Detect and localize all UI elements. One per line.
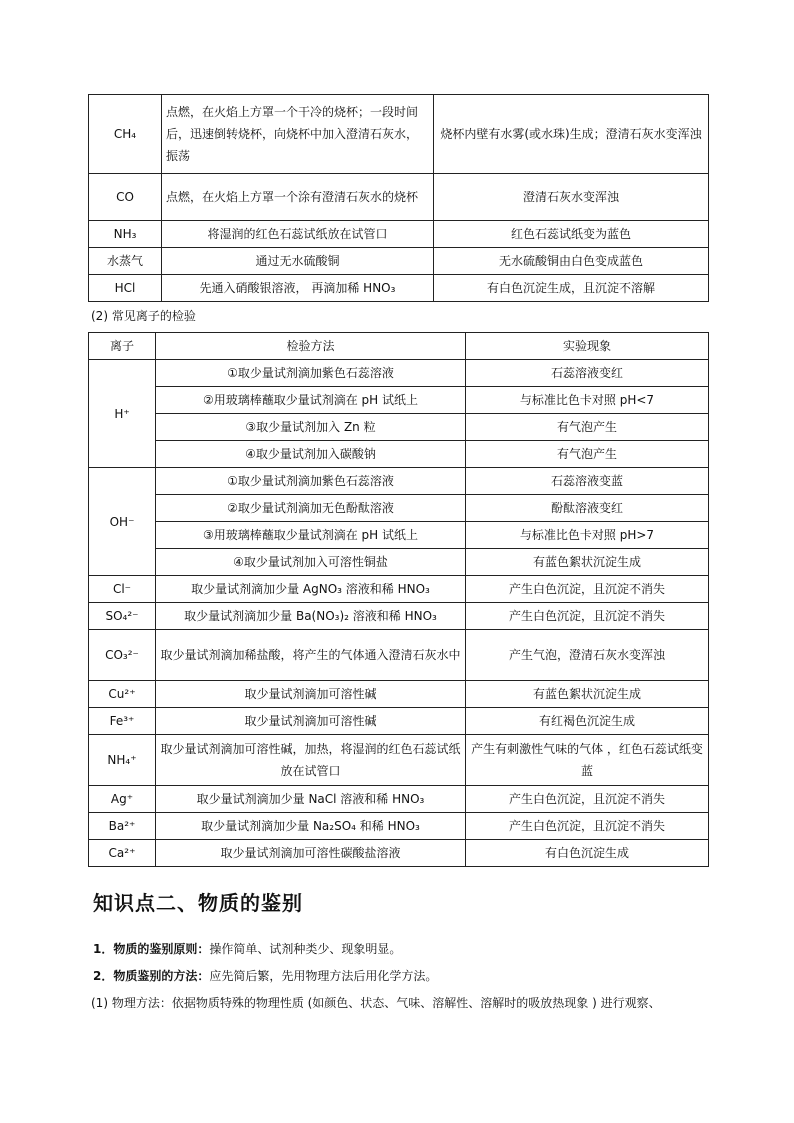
ion-phenomenon: 产生白色沉淀，且沉淀不消失 [466, 603, 709, 630]
table-row [89, 495, 709, 522]
section-title: 知识点二、物质的鉴别 [93, 891, 303, 915]
gas-phenomenon: 红色石蕊试纸变为蓝色 [434, 221, 709, 248]
ion-name: SO₄²⁻ [89, 603, 156, 630]
gas-method: 点燃，在火焰上方罩一个涂有澄清石灰水的烧杯 [162, 174, 434, 221]
table-row [89, 708, 709, 735]
ion-phenomenon: 产生白色沉淀，且沉淀不消失 [466, 786, 709, 813]
gas-phenomenon: 无水硫酸铜由白色变成蓝色 [434, 248, 709, 275]
table-row [89, 360, 709, 387]
gas-phenomenon: 烧杯内壁有水雾(或水珠)生成；澄清石灰水变浑浊 [434, 95, 709, 174]
table-row [89, 221, 709, 248]
ion-method: 取少量试剂滴加少量 Na₂SO₄ 和稀 HNO₃ [156, 813, 466, 840]
ion-method: 取少量试剂滴加可溶性碱 [156, 681, 466, 708]
ion-phenomenon: 与标准比色卡对照 pH<7 [466, 387, 709, 414]
ion-phenomenon: 产生有刺激性气味的气体 ，红色石蕊试纸变蓝 [466, 735, 709, 786]
ion-name: CO₃²⁻ [89, 630, 156, 681]
ion-method: 取少量试剂滴加可溶性碱，加热，将湿润的红色石蕊试纸放在试管口 [156, 735, 466, 786]
point-2 [93, 967, 437, 984]
table-row [89, 549, 709, 576]
ion-name: Ca²⁺ [89, 840, 156, 867]
point-2-text: 应先简后繁，先用物理方法后用化学方法。 [209, 969, 438, 983]
gas-name: CO [89, 174, 162, 221]
point-3: (1) 物理方法：依据物质特殊的物理性质 (如颜色、状态、气味、溶解性、溶解时的吸放热现象 ) 进行观察、 [91, 996, 661, 1010]
table-row [89, 248, 709, 275]
ion-phenomenon: 产生白色沉淀，且沉淀不消失 [466, 813, 709, 840]
ion-phenomenon: 有气泡产生 [466, 441, 709, 468]
gas-method: 将湿润的红色石蕊试纸放在试管口 [162, 221, 434, 248]
ion-method: ①取少量试剂滴加紫色石蕊溶液 [156, 360, 466, 387]
ion-method: ②用玻璃棒蘸取少量试剂滴在 pH 试纸上 [156, 387, 466, 414]
header-ion: 离子 [89, 333, 156, 360]
ion-phenomenon: 与标准比色卡对照 pH>7 [466, 522, 709, 549]
table-header-row [89, 333, 709, 360]
ion-phenomenon: 有蓝色絮状沉淀生成 [466, 549, 709, 576]
ion-method: 取少量试剂滴加少量 NaCl 溶液和稀 HNO₃ [156, 786, 466, 813]
gas-method: 通过无水硫酸铜 [162, 248, 434, 275]
ion-name: H⁺ [89, 360, 156, 468]
ion-name: Cu²⁺ [89, 681, 156, 708]
ion-name: NH₄⁺ [89, 735, 156, 786]
gas-test-table [88, 94, 709, 302]
ion-phenomenon: 石蕊溶液变红 [466, 360, 709, 387]
gas-phenomenon: 有白色沉淀生成，且沉淀不溶解 [434, 275, 709, 302]
table-row [89, 174, 709, 221]
ion-phenomenon: 酚酞溶液变红 [466, 495, 709, 522]
ion-method: 取少量试剂滴加可溶性碱 [156, 708, 466, 735]
table-row [89, 522, 709, 549]
table-row [89, 414, 709, 441]
gas-name: HCl [89, 275, 162, 302]
table-row [89, 95, 709, 174]
ion-phenomenon: 产生白色沉淀，且沉淀不消失 [466, 576, 709, 603]
ion-method: ④取少量试剂加入碳酸钠 [156, 441, 466, 468]
ion-name: Ag⁺ [89, 786, 156, 813]
ion-phenomenon: 产生气泡，澄清石灰水变浑浊 [466, 630, 709, 681]
ion-name: Cl⁻ [89, 576, 156, 603]
ion-name: Ba²⁺ [89, 813, 156, 840]
gas-method: 先通入硝酸银溶液， 再滴加稀 HNO₃ [162, 275, 434, 302]
gas-phenomenon: 澄清石灰水变浑浊 [434, 174, 709, 221]
ion-method: ③取少量试剂加入 Zn 粒 [156, 414, 466, 441]
table-row [89, 387, 709, 414]
table-row [89, 468, 709, 495]
point-1-text: 操作简单、试剂种类少、现象明显。 [209, 942, 402, 956]
gas-name: NH₃ [89, 221, 162, 248]
gas-name: CH₄ [89, 95, 162, 174]
ion-method: 取少量试剂滴加少量 AgNO₃ 溶液和稀 HNO₃ [156, 576, 466, 603]
point-1-label: 1．物质的鉴别原则： [93, 942, 210, 956]
table-row [89, 630, 709, 681]
ion-method: ③用玻璃棒蘸取少量试剂滴在 pH 试纸上 [156, 522, 466, 549]
point-2-label: 2．物质鉴别的方法： [93, 969, 210, 983]
ion-method: ④取少量试剂加入可溶性铜盐 [156, 549, 466, 576]
ion-method: ②取少量试剂滴加无色酚酞溶液 [156, 495, 466, 522]
ion-method: 取少量试剂滴加少量 Ba(NO₃)₂ 溶液和稀 HNO₃ [156, 603, 466, 630]
ion-method: 取少量试剂滴加可溶性碳酸盐溶液 [156, 840, 466, 867]
point-1 [93, 940, 401, 957]
ion-phenomenon: 有气泡产生 [466, 414, 709, 441]
table-row [89, 840, 709, 867]
ion-name: Fe³⁺ [89, 708, 156, 735]
table-row [89, 275, 709, 302]
gas-method: 点燃，在火焰上方罩一个干冷的烧杯；一段时间后，迅速倒转烧杯，向烧杯中加入澄清石灰水，振荡 [162, 95, 434, 174]
table-row [89, 813, 709, 840]
ion-phenomenon: 有白色沉淀生成 [466, 840, 709, 867]
ion-table-caption: (2) 常见离子的检验 [91, 309, 196, 323]
header-phenomenon: 实验现象 [466, 333, 709, 360]
table-row [89, 786, 709, 813]
gas-name: 水蒸气 [89, 248, 162, 275]
ion-method: ①取少量试剂滴加紫色石蕊溶液 [156, 468, 466, 495]
ion-name: OH⁻ [89, 468, 156, 576]
table-row [89, 603, 709, 630]
table-row [89, 441, 709, 468]
table-row [89, 735, 709, 786]
table-row [89, 576, 709, 603]
header-method: 检验方法 [156, 333, 466, 360]
ion-phenomenon: 有红褐色沉淀生成 [466, 708, 709, 735]
ion-method: 取少量试剂滴加稀盐酸，将产生的气体通入澄清石灰水中 [156, 630, 466, 681]
ion-phenomenon: 有蓝色絮状沉淀生成 [466, 681, 709, 708]
ion-phenomenon: 石蕊溶液变蓝 [466, 468, 709, 495]
table-row [89, 681, 709, 708]
ion-test-table [88, 332, 709, 867]
